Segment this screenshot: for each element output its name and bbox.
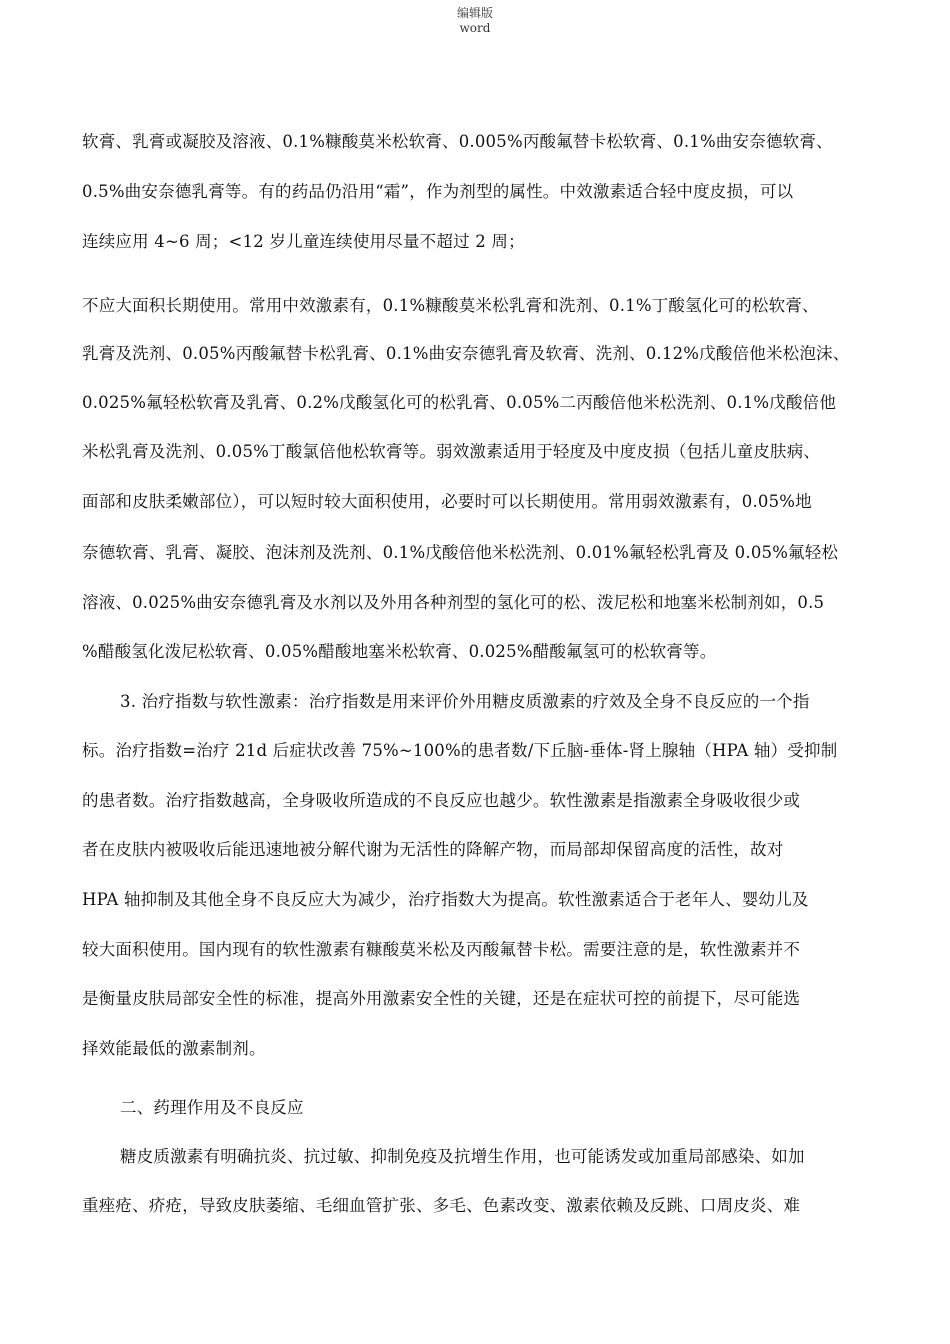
document-header [0, 6, 950, 36]
text-line: %醋酸氢化泼尼松软膏、0.05%醋酸地塞米松软膏、0.025%醋酸氟氢可的松软膏等。 [82, 642, 717, 661]
text-line: 择效能最低的激素制剂。 [82, 1039, 266, 1058]
text-line: 标。治疗指数=治疗 21d 后症状改善 75%~100%的患者数/下丘脑-垂体-肾上腺轴（HPA 轴）受抑制 [82, 741, 838, 760]
text-line: 软膏、乳膏或凝胶及溶液、0.1%糠酸莫米松软膏、0.005%丙酸氟替卡松软膏、0.1%曲安奈德软膏、 [82, 132, 833, 151]
text-line: 者在皮肤内被吸收后能迅速地被分解代谢为无活性的降解产物，而局部却保留高度的活性，故对 [82, 840, 784, 859]
text-line: 奈德软膏、乳膏、凝胶、泡沫剂及洗剂、0.1%戊酸倍他米松洗剂、0.01%氟轻松乳膏及 0.05%氟轻松 [82, 543, 839, 562]
text-line: 乳膏及洗剂、0.05%丙酸氟替卡松乳膏、0.1%曲安奈德乳膏及软膏、洗剂、0.12%戊酸倍他米松泡沫、 [82, 344, 850, 363]
text-line: 面部和皮肤柔嫩部位），可以短时较大面积使用，必要时可以长期使用。常用弱效激素有，0.05%地 [82, 492, 812, 511]
text-line: 重痤疮、疥疮，导致皮肤萎缩、毛细血管扩张、多毛、色素改变、激素依赖及反跳、口周皮炎、难 [82, 1196, 801, 1215]
text-line: 溶液、0.025%曲安奈德乳膏及水剂以及外用各种剂型的氢化可的松、泼尼松和地塞米松制剂如，0.5 [82, 593, 825, 612]
header-subtitle: word [459, 21, 491, 35]
text-line: 较大面积使用。国内现有的软性激素有糠酸莫米松及丙酸氟替卡松。需要注意的是，软性激素并不 [82, 940, 801, 959]
text-line: 是衡量皮肤局部安全性的标准，提高外用激素安全性的关键，还是在症状可控的前提下，尽可能选 [82, 989, 801, 1008]
text-line: 糖皮质激素有明确抗炎、抗过敏、抑制免疫及抗增生作用，也可能诱发或加重局部感染、如加 [120, 1147, 805, 1166]
text-line: 不应大面积长期使用。常用中效激素有，0.1%糠酸莫米松乳膏和洗剂、0.1%丁酸氢化可的松软膏、 [82, 296, 819, 315]
text-line: 0.025%氟轻松软膏及乳膏、0.2%戊酸氢化可的松乳膏、0.05%二丙酸倍他米松洗剂、0.1%戊酸倍他 [82, 393, 837, 412]
section-item-3: 3. 治疗指数与软性激素：治疗指数是用来评价外用糖皮质激素的疗效及全身不良反应的一个指 [120, 692, 810, 711]
section-heading: 二、药理作用及不良反应 [120, 1098, 304, 1117]
header-title: 编辑版 [456, 6, 493, 20]
text-line: 0.5%曲安奈德乳膏等。有的药品仍沿用“霜”，作为剂型的属性。中效激素适合轻中度皮损，可以 [82, 182, 794, 201]
text-line: 米松乳膏及洗剂、0.05%丁酸氯倍他松软膏等。弱效激素适用于轻度及中度皮损（包括儿童皮肤病、 [82, 442, 821, 461]
text-line: 连续应用 4~6 周；<12 岁儿童连续使用尽量不超过 2 周； [82, 232, 525, 251]
text-line: 的患者数。治疗指数越高，全身吸收所造成的不良反应也越少。软性激素是指激素全身吸收很少或 [82, 791, 801, 810]
text-line: HPA 轴抑制及其他全身不良反应大为减少，治疗指数大为提高。软性激素适合于老年人、婴幼儿及 [82, 890, 809, 909]
